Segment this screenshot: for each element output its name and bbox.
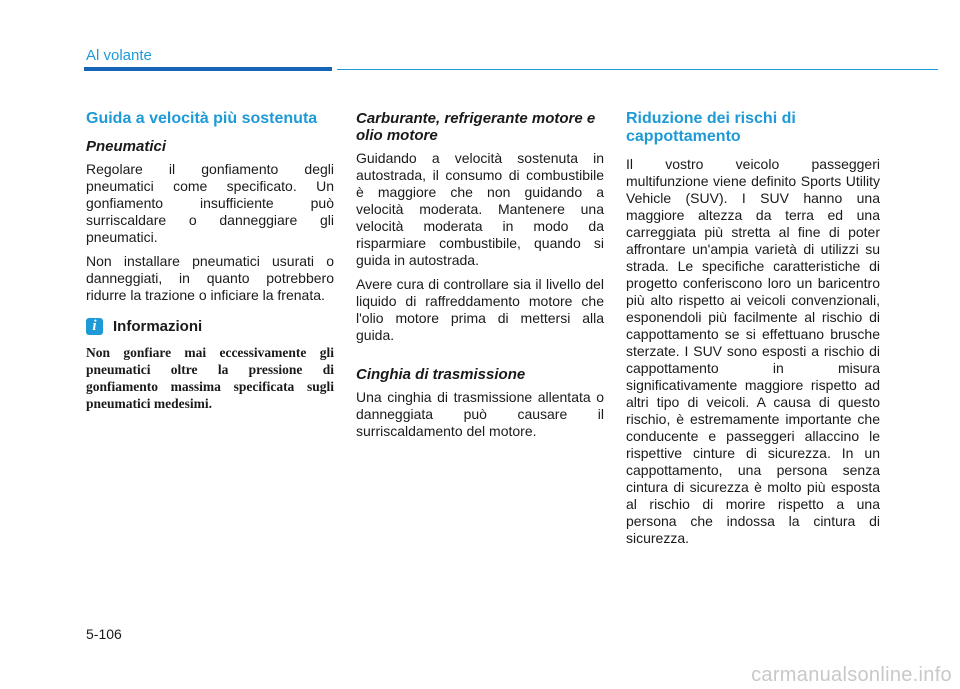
paragraph: Regolare il gonfiamento degli pneumatici come specificato. Un gonfiamento insufficiente può surriscaldare o danneggiare gli pneumatici. <box>86 161 334 245</box>
column-3 <box>626 110 880 554</box>
info-text: Non gonfiare mai eccessivamente gli pneumatici oltre la pressione di gonfiamento massima specificata sugli pneumatici medesimi. <box>86 345 334 411</box>
header-rule-thin <box>337 69 938 70</box>
paragraph: Il vostro veicolo passeggeri multifunzione viene definito Sports Utility Vehicle (SUV). I SUV hanno una maggiore altezza da terra ed una carreggiata più stretta al fine di poter affrontare un'ampia varietà di utilizzi su strada. Le specifiche caratteristiche di progetto conferiscono loro un baricentro più alto rispetto ai veicoli convenzionali, esponendoli più facilmente al rischio di cappottamento se si effettuano brusche sterzate. I SUV sono esposti a rischio di cappottamento in misura significativamente maggiore rispetto ad altri tipo di veicoli. A causa di questo rischio, è estremamente importante che conducente e passeggeri allaccino le rispettive cinture di sicurezza. In un cappottamento, una persona senza cintura di sicurezza è molto più esposta al rischio di morire rispetto a una persona che indossa la cintura di sicurezza. <box>626 156 880 546</box>
header-rule-thick <box>84 67 332 71</box>
subheading-drive-belt: Cinghia di trasmissione <box>356 366 526 383</box>
heading-high-speed-driving: Guida a velocità più sostenuta <box>86 110 318 127</box>
paragraph: Una cinghia di trasmissione allentata o danneggiata può causare il surriscaldamento del motore. <box>356 389 604 439</box>
watermark: carmanualsonline.info <box>751 664 952 686</box>
paragraph: Avere cura di controllare sia il livello del liquido di raffreddamento motore che l'olio motore prima di mettersi alla guida. <box>356 276 604 343</box>
page-number: 5-106 <box>86 626 122 642</box>
section-title: Al volante <box>86 47 152 64</box>
subheading-fuel-coolant-oil: Carburante, refrigerante motore e olio motore <box>356 110 596 144</box>
info-title: Informazioni <box>113 318 203 335</box>
paragraph: Non installare pneumatici usurati o danneggiati, in quanto potrebbero ridurre la trazione o inficiare la frenata. <box>86 253 334 303</box>
column-1 <box>86 110 334 412</box>
heading-rollover-risk: Riduzione dei rischi di cappottamento <box>626 110 796 145</box>
info-icon: i <box>86 318 103 335</box>
paragraph: Guidando a velocità sostenuta in autostrada, il consumo di combustibile è maggiore che non guidando a velocità moderata. Mantenere una velocità moderata in modo da risparmiare combustibile, quando si guida in autostrada. <box>356 150 604 268</box>
subheading-tyres: Pneumatici <box>86 138 167 155</box>
info-box-header <box>86 318 334 335</box>
column-2 <box>356 110 604 447</box>
